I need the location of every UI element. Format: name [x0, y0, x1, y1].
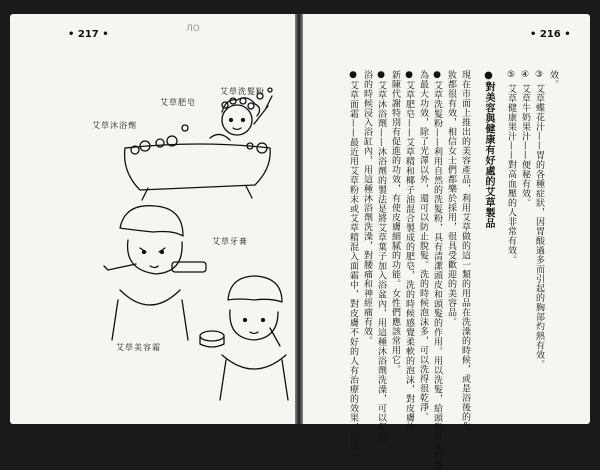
text-column: 妝都很有效，相信女士們都樂於採用，很具受歡迎的美容品。 — [446, 70, 456, 327]
right-page-text — [346, 70, 560, 470]
girl-toothpaste-illustration — [104, 206, 206, 340]
faint-mark: ЛО — [186, 24, 200, 34]
text-column: ④ 艾草牛奶果汁——便秘有效。 — [520, 70, 530, 208]
bathtub-illustration — [125, 88, 272, 200]
text-column: ●艾草面霜——最近用艾草粉末或艾草精混入面霜中，對皮膚不好的人有治療的效果，但這 — [348, 70, 358, 451]
column-spacer — [496, 70, 504, 380]
text-column: ③ 艾草蝶花汁——胃的各種症狀，因胃酸過多而引起的胸部灼熱有效。 — [534, 70, 544, 369]
text-column: 效。 — [548, 70, 558, 89]
right-page-number: • 216 • — [530, 29, 571, 40]
caption-toothpaste: 艾草牙膏 — [212, 237, 248, 246]
caption-cream: 艾草美容霜 — [116, 343, 161, 352]
section-heading: ●對美容與健康有好處的艾草製品 — [483, 70, 494, 229]
column-spacer — [472, 70, 480, 380]
text-column: 浴的時候浸入浴缸內，用這種沐浴劑洗澡，對腰痛和神經痛有效。 — [362, 70, 372, 346]
text-column: 新陳代謝特別有促進的功效，有使皮膚細膩的功能。女性們應該常用它。 — [390, 70, 400, 374]
text-column: 現在市面上推出的美容產品，利用艾草做的這一類的用品在洗澡的時候，或是浴後的化 — [460, 70, 470, 431]
caption-soap: 艾草肥皂 — [160, 98, 196, 107]
caption-shampoo: 艾草洗髮粉 — [220, 87, 265, 96]
text-column: ●艾草洗髮粉——利用自然的洗髮粉，具有清潔頭皮和頭髮的作用。用以洗髮，給頭髮帶來營養 — [432, 70, 442, 470]
text-column: 為最大功效，除了光澤以外，還可以防止脫髮。洗的時候泡沫多，可以洗得很乾淨。 — [418, 70, 428, 422]
caption-bath: 艾草沐浴劑 — [92, 121, 137, 130]
left-page-number: • 217 • — [68, 29, 109, 40]
text-column: ●艾草肥皂——艾草精和椰子油混合製成的肥皂，洗的時候感覺柔軟的泡沫，對皮膚的 — [404, 70, 414, 432]
text-column: ⑤ 艾草健康果汁——對高血壓的人非常有效。 — [506, 70, 516, 265]
girl-cream-illustration — [200, 276, 288, 400]
text-column: ●艾草沐浴劑——沐浴劑的製法是將艾草葉子加入浴盆內，用這種沐浴劑洗澡，可以保溫， — [376, 70, 386, 451]
